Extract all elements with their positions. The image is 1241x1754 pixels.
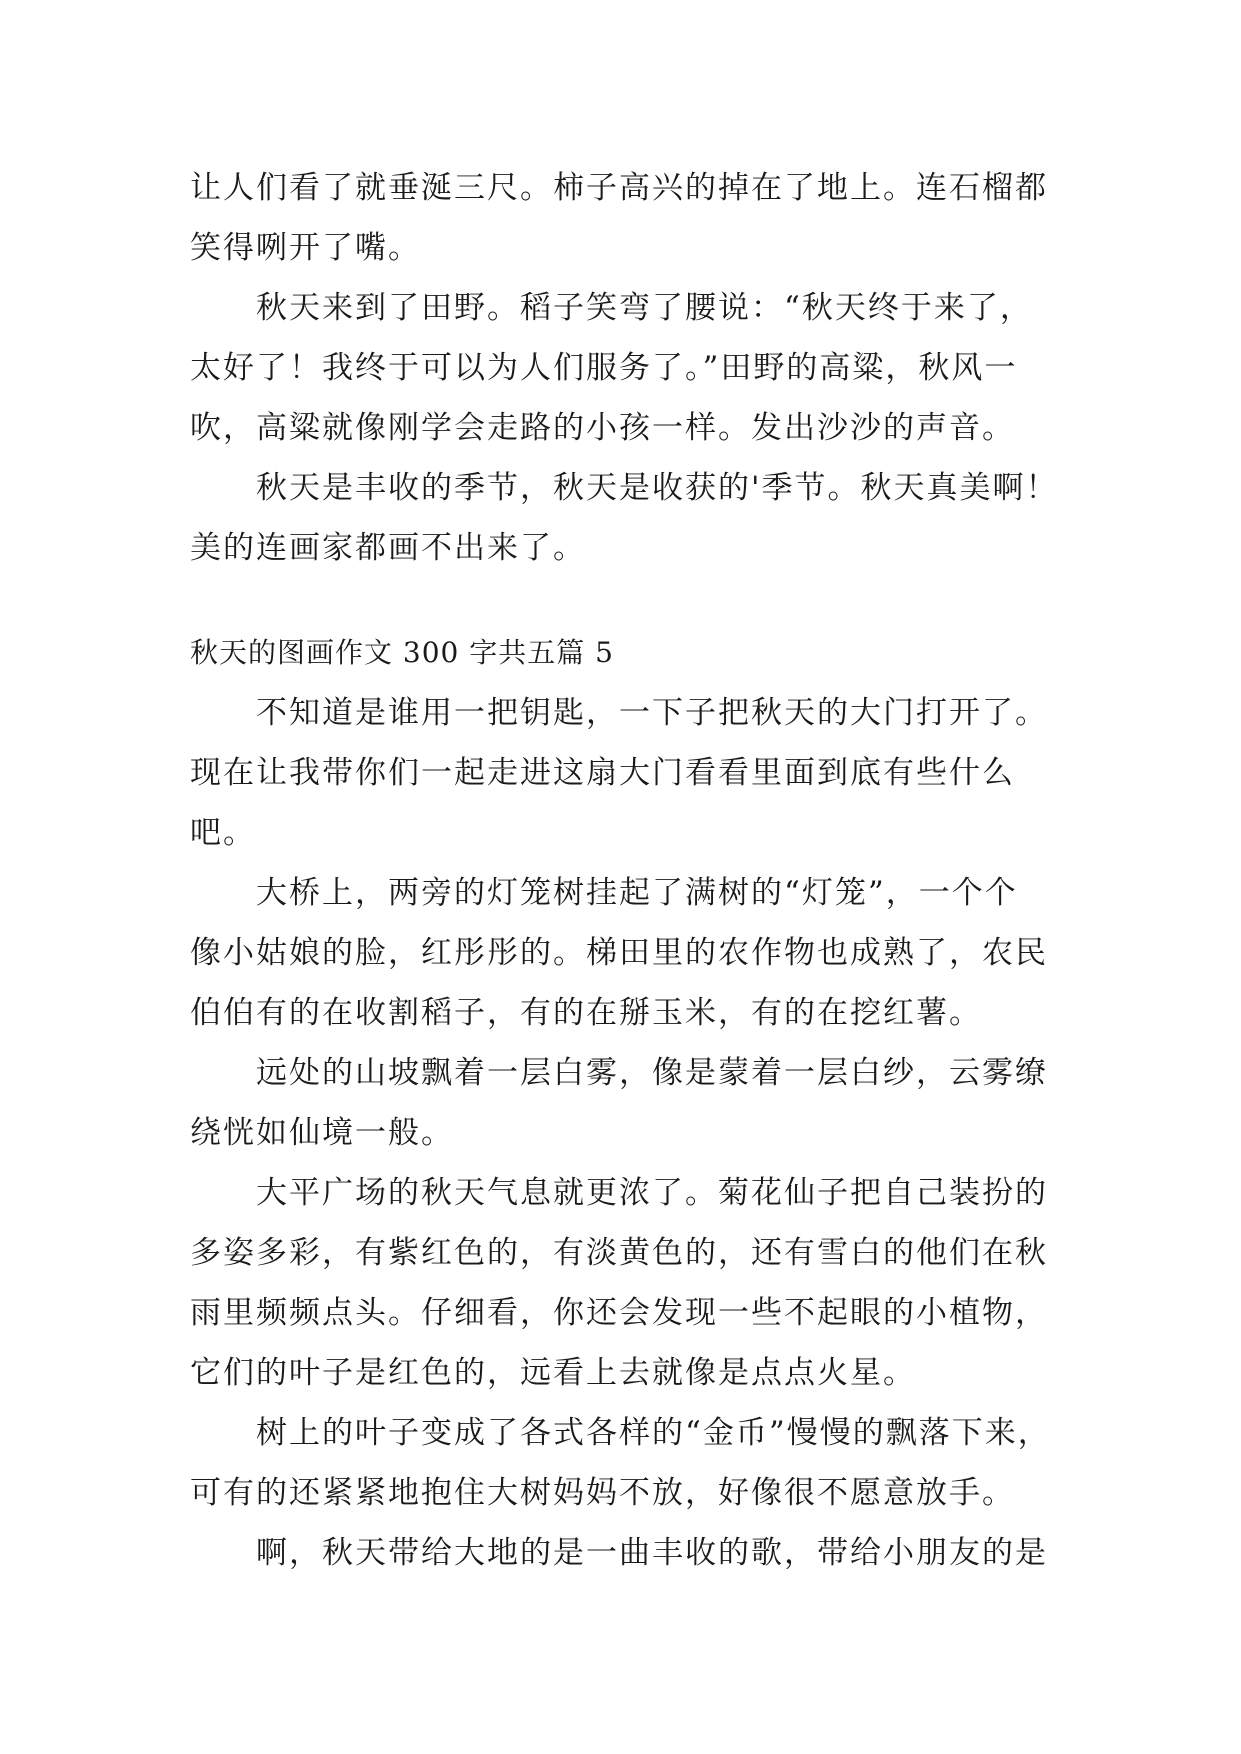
text-line: 笑得咧开了嘴。 xyxy=(190,230,421,266)
text-line: 啊，秋天带给大地的是一曲丰收的歌，带给小朋友的是 xyxy=(256,1535,1048,1571)
paragraph xyxy=(190,863,1070,1043)
text-line: 绕恍如仙境一般。 xyxy=(190,1115,454,1151)
paragraph xyxy=(190,1043,1070,1163)
paragraph xyxy=(190,1523,1070,1583)
text-line: 远处的山坡飘着一层白雾，像是蒙着一层白纱，云雾缭 xyxy=(256,1055,1048,1091)
text-line: 可有的还紧紧地抱住大树妈妈不放，好像很不愿意放手。 xyxy=(190,1475,1015,1511)
text-line: 雨里频频点头。仔细看，你还会发现一些不起眼的小植物， xyxy=(190,1295,1048,1331)
section-heading: 秋天的图画作文 300 字共五篇 5 xyxy=(190,636,614,669)
text-line: 太好了！我终于可以为人们服务了。”田野的高粱，秋风一 xyxy=(190,350,1018,386)
text-line: 大平广场的秋天气息就更浓了。菊花仙子把自己装扮的 xyxy=(256,1175,1048,1211)
text-line: 美的连画家都画不出来了。 xyxy=(190,530,586,566)
text-line: 吧。 xyxy=(190,815,256,851)
paragraph xyxy=(190,158,1070,278)
section-spacer xyxy=(190,578,1070,623)
paragraph xyxy=(190,278,1070,458)
paragraph xyxy=(190,683,1070,863)
text-line: 让人们看了就垂涎三尺。柿子高兴的掉在了地上。连石榴都 xyxy=(190,170,1048,206)
paragraph xyxy=(190,1403,1070,1523)
text-line: 秋天来到了田野。稻子笑弯了腰说：“秋天终于来了， xyxy=(256,290,1033,326)
text-line: 伯伯有的在收割稻子，有的在掰玉米，有的在挖红薯。 xyxy=(190,995,982,1031)
text-line: 树上的叶子变成了各式各样的“金币”慢慢的飘落下来， xyxy=(256,1415,1051,1451)
text-line: 像小姑娘的脸，红彤彤的。梯田里的农作物也成熟了，农民 xyxy=(190,935,1048,971)
paragraph xyxy=(190,458,1070,578)
text-line: 多姿多彩，有紫红色的，有淡黄色的，还有雪白的他们在秋 xyxy=(190,1235,1048,1271)
text-line: 大桥上，两旁的灯笼树挂起了满树的“灯笼”，一个个 xyxy=(256,875,1018,911)
text-line: 不知道是谁用一把钥匙，一下子把秋天的大门打开了。 xyxy=(256,695,1048,731)
paragraph xyxy=(190,1163,1070,1403)
document-body xyxy=(190,158,1070,1583)
text-line: 现在让我带你们一起走进这扇大门看看里面到底有些什么 xyxy=(190,755,1015,791)
text-line: 它们的叶子是红色的，远看上去就像是点点火星。 xyxy=(190,1355,916,1391)
text-line: 吹，高粱就像刚学会走路的小孩一样。发出沙沙的声音。 xyxy=(190,410,1015,446)
text-line: 秋天是丰收的季节，秋天是收获的'季节。秋天真美啊！ xyxy=(256,470,1059,506)
